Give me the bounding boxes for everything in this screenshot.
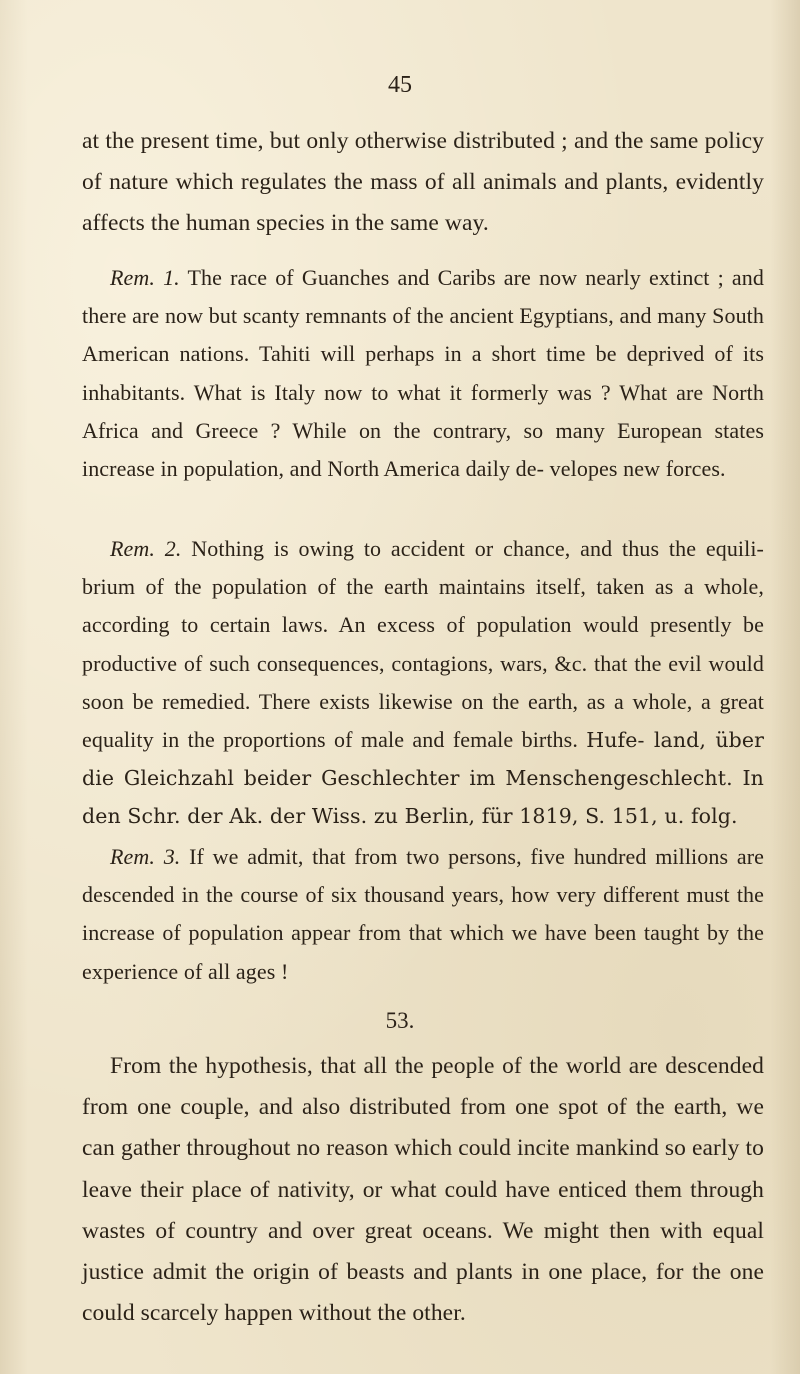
remark-2-text: Nothing is owing to accident or chance, and thus the equili- brium of the population of the earth maintains itself, taken as a whole, according to certain laws. An excess of population would presently be productive of such consequences, contagions, wars, &c. that the evil would soon be remedied. There exists likewise on the earth, as a whole, a great equality in the proportions of male and female births. [82, 536, 764, 753]
opening-paragraph: at the present time, but only otherwise distributed ; and the same policy of nature which regulates the mass of all animals and plants, evidently affects the human species in the same way. [82, 128, 764, 236]
section-number: 53. [385, 1008, 415, 1033]
page-number: 45 [388, 72, 412, 98]
remark-3 [82, 838, 764, 991]
remark-2-label: Rem. 2. [110, 536, 182, 561]
remark-1-text: The race of Guanches and Caribs are now nearly extinct ; and there are now but scanty remnants of the ancient Egyptians, and many South American nations. Tahiti will perhaps in a short time be deprived of its inhabitants. What is Italy now to what it formerly was ? What are North Africa and Greece ? While on the contrary, so many European states increase in population, and North America daily de- velopes new forces. [82, 265, 764, 482]
remark-3-text: If we admit, that from two persons, five hundred millions are descended in the course of six thousand years, how very different must the increase of population appear from that which we have been taught by the experience of all ages ! [82, 844, 764, 984]
remark-1-label: Rem. 1. [110, 265, 180, 290]
remark-2-german-citation: Hufe- land, über die Gleichzahl beider Geschlechter im Menschengeschlecht. In den Schr. der Ak. der Wiss. zu Berlin, für 1819, S. 151, u. folg. [82, 728, 764, 829]
section-paragraph: From the hypothesis, that all the people of the world are descended from one couple, and also distributed from one spot of the earth, we can gather throughout no reason which could incite mankind so early to leave their place of nativity, or what could have enticed them through wastes of country and over great oceans. We might then with equal justice admit the origin of beasts and plants in one place, for the one could scarcely happen without the other. [82, 1053, 764, 1327]
remark-2 [82, 530, 764, 836]
remark-1 [82, 259, 764, 488]
remark-3-label: Rem. 3. [110, 844, 181, 869]
